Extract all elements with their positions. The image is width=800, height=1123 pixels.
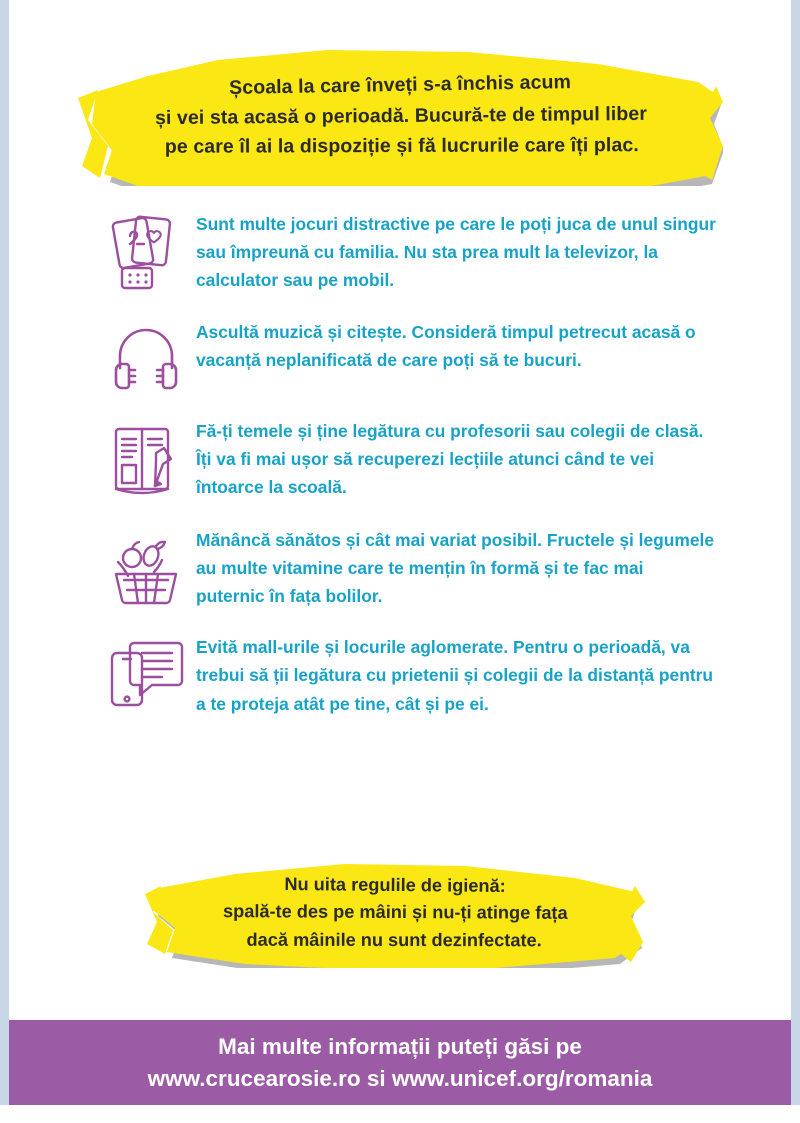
tip-text: Sunt multe jocuri distractive pe care le poți juca de unul singur sau împreună cu familia. Nu sta prea mult la televizor, la calculator sau pe mobil. [196, 214, 716, 291]
bottom-banner-line-3: dacă mâinile nu sunt dezinfectate. [246, 929, 543, 950]
bottom-banner-text [144, 854, 646, 972]
list-item [96, 526, 716, 611]
list-item [96, 318, 716, 394]
headphones-icon [96, 318, 196, 394]
list-item [96, 208, 716, 295]
tip-text: Ascultă muzică și citește. Consideră timpul petrecut acasă o vacanță neplanificată de care poți să te bucuri. [196, 321, 696, 370]
playing-cards-icon [96, 208, 196, 292]
fruit-basket-icon [96, 526, 196, 608]
tip-text: Evită mall-urile și locurile aglomerate. Pentru o perioadă, va trebui să ții legătura cu prietenii și colegii de la distanță pentru a te proteja atât pe tine, cât și pe ei. [196, 637, 714, 714]
footer-bar [9, 1020, 791, 1105]
footer-bottom-margin [0, 1105, 800, 1123]
top-banner-line-3: pe care îl ai la dispoziție și fă lucrurile care îți plac. [164, 134, 639, 158]
left-edge-strip [0, 0, 9, 1123]
footer-line-2: www.crucearosie.ro si www.unicef.org/romania [147, 1065, 653, 1091]
top-banner-line-1: Școala la care înveți s-a închis acum [228, 70, 571, 99]
list-item [96, 417, 716, 503]
footer-line-1: Mai multe informații puteți găsi pe [218, 1033, 582, 1059]
top-banner [78, 46, 723, 186]
top-banner-line-2: și vei sta acasă o perioadă. Bucură-te de timpul liber [154, 102, 647, 130]
bottom-banner-line-1: Nu uita regulile de igienă: [284, 874, 507, 897]
tip-text: Fă-ți temele și ține legătura cu profesorii sau colegii de clasă. Îți va fi mai ușor să recuperezi lecțiile atunci când te vei întoarce la scoală. [196, 420, 704, 497]
phone-chat-icon [96, 633, 196, 715]
list-item [96, 633, 716, 718]
tips-list [96, 208, 716, 741]
bottom-banner [145, 858, 645, 968]
bottom-banner-line-2: spală-te des pe mâini și nu-ți atinge fața [222, 901, 568, 924]
book-pencil-icon [96, 417, 196, 503]
tip-text: Mănâncă sănătos și cât mai variat posibil. Fructele și legumele au multe vitamine care te mențin în formă și te fac mai puternic în fața bolilor. [196, 529, 715, 606]
right-edge-strip [791, 0, 800, 1123]
top-banner-text [76, 37, 725, 195]
